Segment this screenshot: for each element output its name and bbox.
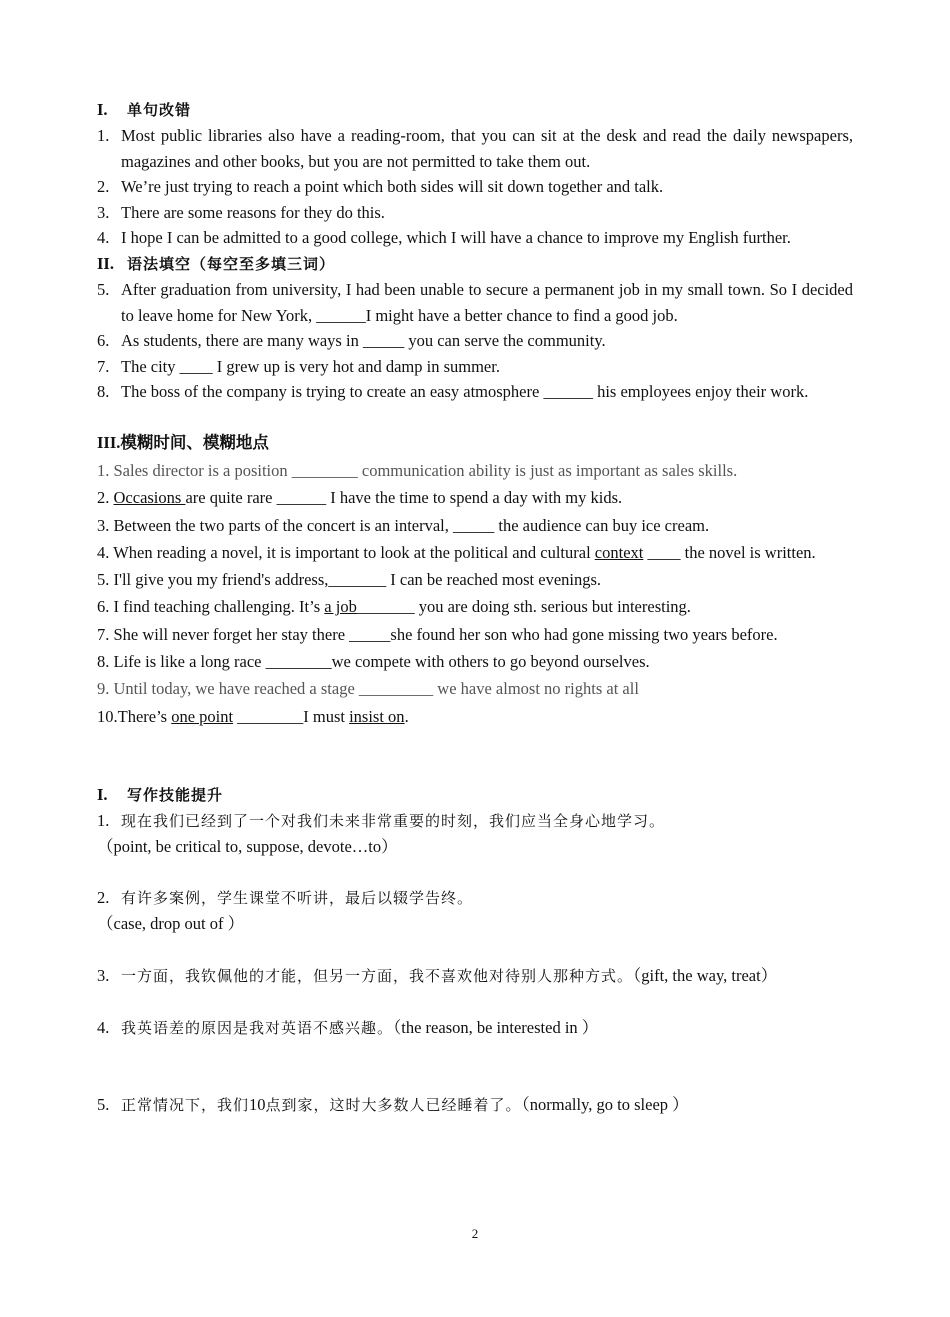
list-item: 3. There are some reasons for they do this. — [97, 202, 385, 222]
list-item: 5. I'll give you my friend's address,_______ I can be reached most evenings. — [97, 570, 602, 590]
hint: （case, drop out of ） — [97, 914, 245, 933]
list-item: 1. Sales director is a position ________ communication ability is just as important as sales skills. — [97, 461, 738, 480]
writing-question-2: 2. 有许多案例，学生课堂不听讲，最后以辍学告终。 （case, drop out of ） — [97, 885, 853, 937]
list-item: 4. When reading a novel, it is important to look at the political and cultural context ____ the novel is written. — [97, 542, 816, 562]
list-item: 2. We’re just trying to reach a point which both sides will sit down together and talk. — [97, 177, 664, 196]
writing-question-3: 3. 一方面，我钦佩他的才能，但另一方面，我不喜欢他对待别人那种方式。（gift, the way, treat） — [97, 966, 778, 985]
writing-question-4: 4. 我英语差的原因是我对英语不感兴趣。（the reason, be interested in ） — [97, 1018, 599, 1037]
writing-question-5: 5. 正常情况下，我们10点到家，这时大多数人已经睡着了。（normally, go to sleep ） — [97, 1095, 689, 1114]
list-item: 6. I find teaching challenging. It’s a job_______ you are doing sth. serious but interesting. — [97, 597, 691, 617]
list-item: 5. After graduation from university, I had been unable to secure a permanent job in my small town. So I decided to leave home for New York, ______I might have a better chance to find a good job. — [97, 280, 853, 325]
page-number: 2 — [471, 1226, 479, 1241]
list-item: 8. The boss of the company is trying to create an easy atmosphere ______ his employees enjoy their work. — [97, 382, 809, 401]
hint: （normally, go to sleep ） — [521, 1095, 689, 1114]
hint: （the reason, be interested in ） — [393, 1018, 599, 1037]
list-item: 2. Occasions are quite rare ______ I have the time to spend a day with my kids. — [97, 488, 623, 508]
list-item: 8. Life is like a long race ________we compete with others to go beyond ourselves. — [97, 652, 650, 672]
list-item: 10.There’s one point ________I must insist on. — [97, 706, 409, 726]
section-4 — [97, 783, 853, 1118]
section-3-heading: III.模糊时间、模糊地点 — [97, 433, 269, 452]
section-4-heading: I. 写作技能提升 — [97, 785, 224, 804]
list-item: 1. Most public libraries also have a reading-room, that you can sit at the desk and read the daily newspapers, magazines and other books, but you are not permitted to take them out. — [97, 126, 853, 171]
list-item: 7. She will never forget her stay there _____she found her son who had gone missing two years before. — [97, 624, 778, 644]
section-1 — [97, 98, 853, 251]
section-3 — [97, 431, 853, 730]
list-item: 9. Until today, we have reached a stage _________ we have almost no rights at all — [97, 679, 639, 699]
list-item: 3. Between the two parts of the concert is an interval, _____ the audience can buy ice cream. — [97, 515, 710, 535]
hint: （gift, the way, treat） — [633, 966, 778, 985]
section-2-heading: II. 语法填空（每空至多填三词） — [97, 254, 336, 273]
hint: （point, be critical to, suppose, devote…to） — [97, 837, 398, 856]
list-item: 4. I hope I can be admitted to a good college, which I will have a chance to improve my English further. — [97, 228, 791, 247]
writing-question-1: 1. 现在我们已经到了一个对我们未来非常重要的时刻，我们应当全身心地学习。 （point, be critical to, suppose, devote…to） — [97, 808, 853, 860]
section-2 — [97, 252, 853, 405]
list-item: 6. As students, there are many ways in _____ you can serve the community. — [97, 331, 606, 350]
section-1-heading: I. 单句改错 — [97, 100, 192, 119]
list-item: 7. The city ____ I grew up is very hot and damp in summer. — [97, 356, 500, 376]
